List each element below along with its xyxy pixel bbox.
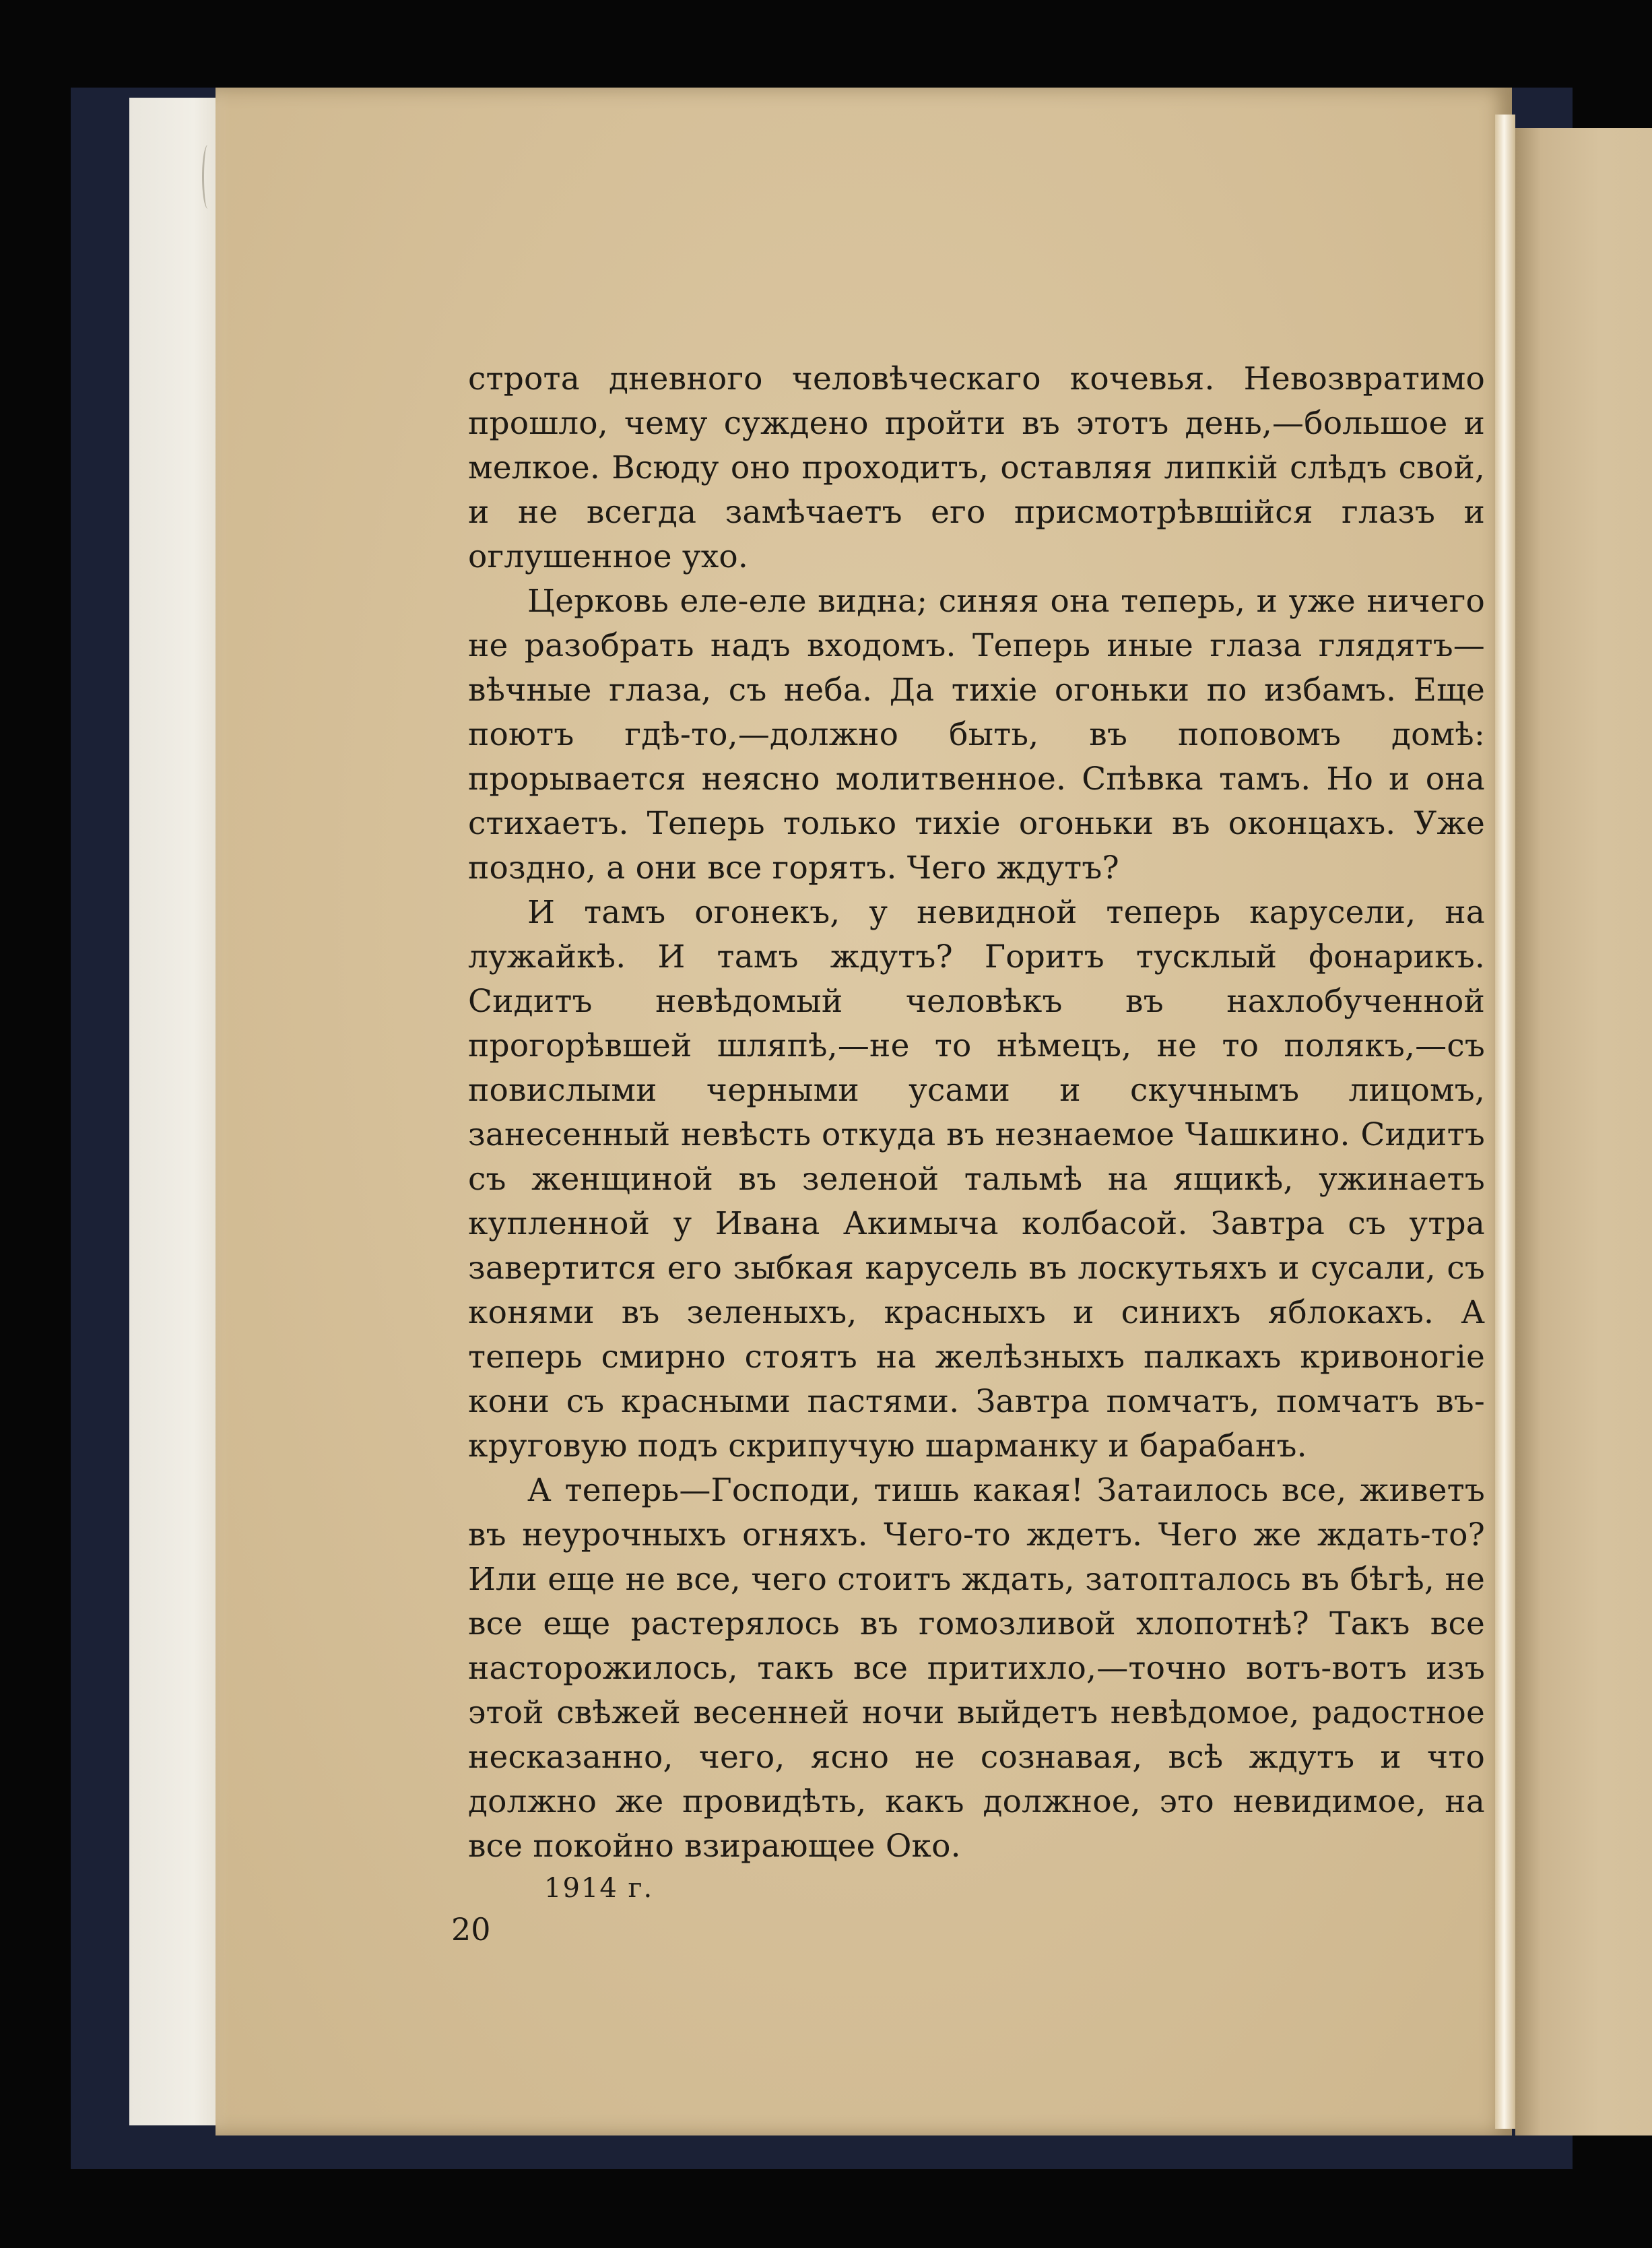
paragraph: И тамъ огонекъ, у невидной теперь карусели, на лужайкѣ. И тамъ ждутъ? Горитъ тусклый фонарикъ. Сидитъ невѣдомый человѣкъ въ нахлобученной прогорѣвшей шляпѣ,—не то нѣмецъ, не то полякъ,—съ повислыми черными усами и скучнымъ лицомъ, занесенный невѣсть откуда въ незнаемое Чашкино. Сидитъ съ женщиной въ зеленой тальмѣ на ящикѣ, ужинаетъ купленной у Ивана Акимыча колбасой. Завтра съ утра завертится его зыбкая карусель въ лоскутьяхъ и сусали, съ конями въ зеленыхъ, красныхъ и синихъ яблокахъ. А теперь смирно стоятъ на желѣзныхъ палкахъ кривоногіе кони съ красными пастями. Завтра помчатъ, помчатъ въ-круговую подъ скрипучую шарманку и барабанъ. bbox=[468, 894, 1485, 1465]
page-number: 20 bbox=[451, 1911, 491, 1948]
paragraph: А теперь—Господи, тишь какая! Затаилось все, живетъ въ неурочныхъ огняхъ. Чего-то ждетъ. Чего же ждать-то? Или еще не все, чего стоитъ ждать, затопталось въ бѣгѣ, не все еще растерялось въ гомозливой хлопотнѣ? Такъ все насторожилось, такъ все притихло,—точно вотъ-вотъ изъ этой свѣжей весенней ночи выйдетъ невѣдомое, радостное несказанно, чего, ясно не сознавая, всѣ ждутъ и что должно же провидѣть, какъ должное, это невидимое, на все покойно взирающее Око. bbox=[468, 1472, 1485, 1865]
pencil-mark bbox=[202, 145, 213, 209]
facing-page bbox=[1515, 128, 1652, 2135]
paragraph: строта дневного человѣческаго кочевья. Невозвратимо прошло, чему суждено пройти въ этотъ день,—большое и мелкое. Всюду оно проходитъ, оставляя липкій слѣдъ свой, и не всегда замѣчаетъ его присмотрѣвшійся глазъ и оглушенное ухо. bbox=[468, 360, 1485, 575]
page-text bbox=[468, 357, 1485, 1869]
page-edge bbox=[1495, 115, 1515, 2129]
date-line: 1914 г. bbox=[544, 1873, 654, 1904]
paragraph: Церковь еле-еле видна; синяя она теперь, и уже ничего не разобрать надъ входомъ. Теперь иные глаза глядятъ—вѣчные глаза, съ неба. Да тихіе огоньки по избамъ. Еще поютъ гдѣ-то,—должно быть, въ поповомъ домѣ: прорывается неясно молитвенное. Спѣвка тамъ. Но и она стихаетъ. Теперь только тихіе огоньки въ оконцахъ. Уже поздно, а они все горятъ. Чего ждутъ? bbox=[468, 583, 1485, 887]
